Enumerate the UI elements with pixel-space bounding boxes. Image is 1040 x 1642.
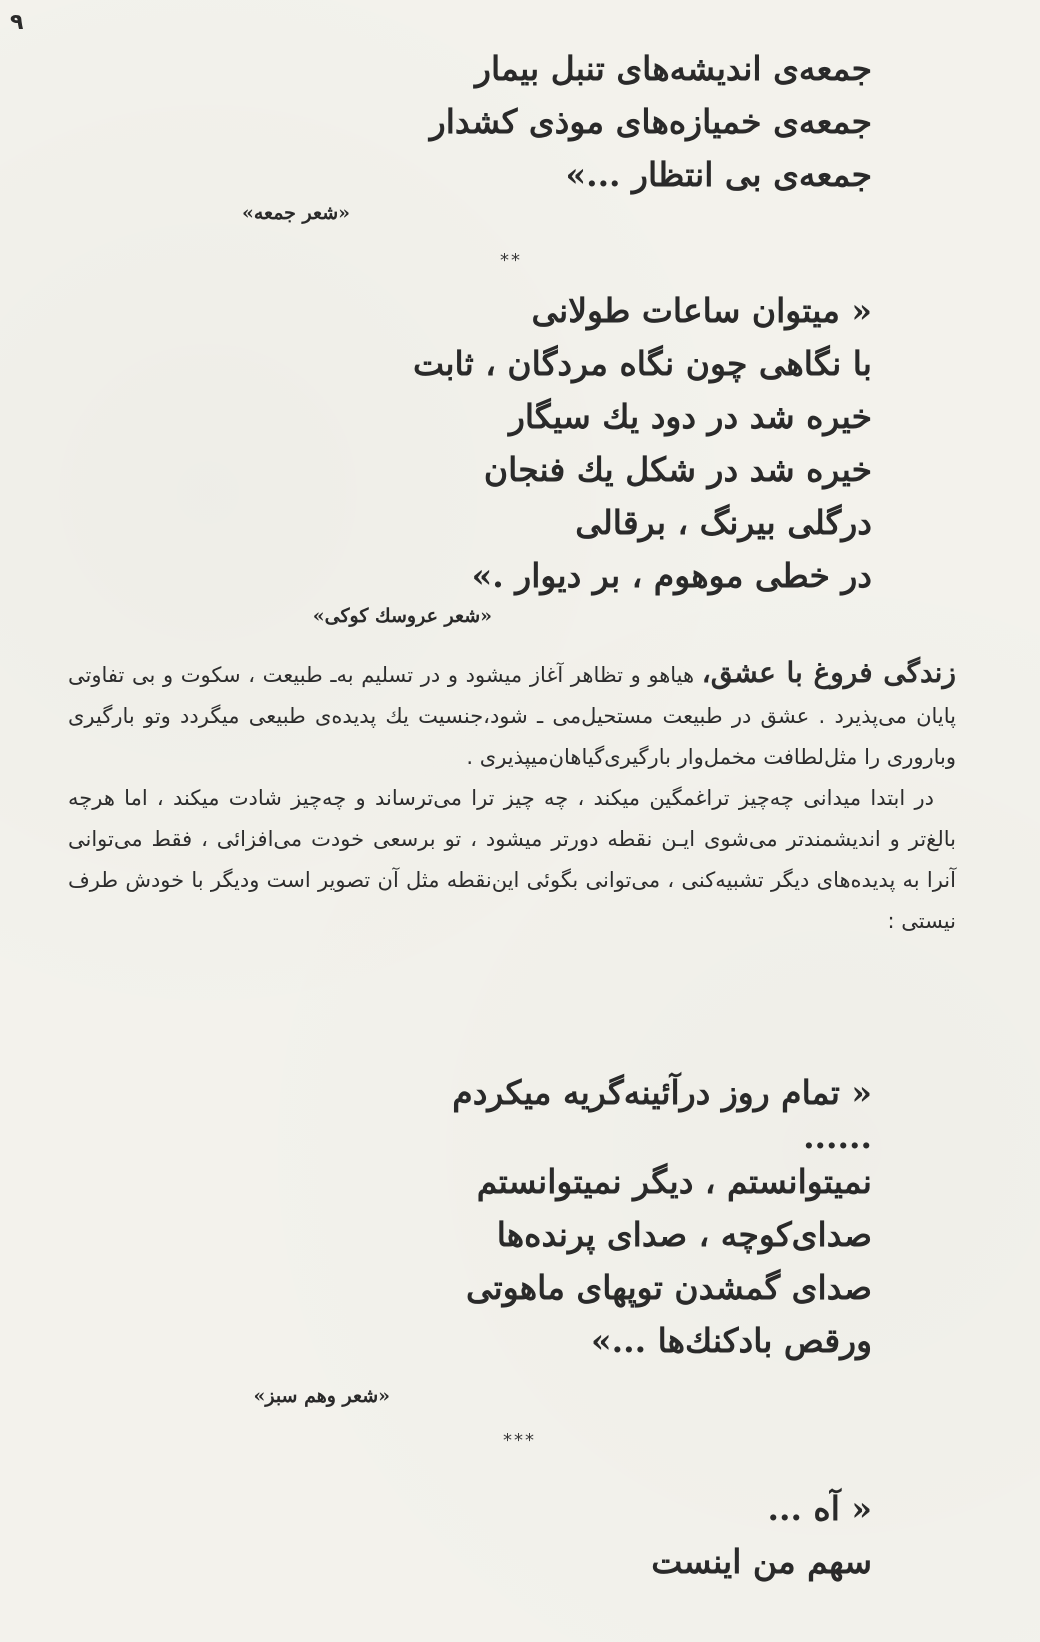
prose-paragraph: در ابتدا میدانی چه‌چیز تراغمگین میکند ، چه چیز ترا می‌ترساند و چه‌چیز شادت میکند ، اما هرچه بالغ‌تر و اندیشمندتر می‌شوی ایـن نقطه دورتر میشود ، تو برسعی خودت می‌افزائی ، فقط می‌توانی آنرا به پدیده‌های دیگر تشبیه‌کنی ، می‌توانی بگوئی این‌نقطه مثل آن تصویر است ودیگر با خودش طرف نیستی : xyxy=(68,786,956,933)
section-separator: ** xyxy=(500,250,522,271)
section-separator: *** xyxy=(503,1430,536,1451)
prose-paragraph xyxy=(68,652,956,778)
poem-green xyxy=(452,1066,872,1367)
verse-line: جمعه‌ی اندیشه‌های تنبل بیمار xyxy=(475,49,872,88)
poem-doll xyxy=(413,284,872,602)
verse-line: « میتوان ساعات طولانی xyxy=(531,291,872,330)
citation-friday: «شعر جمعه» xyxy=(241,202,350,224)
verse-line: نمیتوانستم ، دیگر نمیتوانستم xyxy=(476,1162,872,1201)
poem-share xyxy=(651,1482,872,1588)
verse-line: ورقص بادکنك‌ها ...» xyxy=(590,1321,872,1360)
prose-body xyxy=(68,652,956,942)
verse-line: جمعه‌ی خمیازه‌های موذی کشدار xyxy=(429,102,872,141)
verse-line: جمعه‌ی بی انتظار ...» xyxy=(565,155,872,194)
verse-line: « تمام روز درآئینه‌گریه میکردم xyxy=(452,1073,872,1112)
verse-ellipsis: ...... xyxy=(803,1117,872,1156)
citation-green: «شعر وهم سبز» xyxy=(253,1385,390,1407)
verse-line: خیره شد در شکل یك فنجان xyxy=(483,450,872,489)
poem-friday xyxy=(430,42,872,201)
verse-line: خیره شد در دود یك سیگار xyxy=(508,397,872,436)
verse-line: صدای گمشدن توپهای ماهوتی xyxy=(466,1268,872,1307)
verse-line: « آه ... xyxy=(767,1489,872,1528)
prose-text: هیاهو و تظاهر آغاز میشود و در تسلیم به‌ـ طبیعت ، سکوت و بی تفاوتی پایان می‌پذیرد . عشق در طبیعت مستحیل‌می ـ شود،جنسیت یك پدیده‌ی طبیعی میگردد وتو بارگیری وباروری را مثل‌لطافت مخمل‌وار بارگیری‌گیاهان‌میپذیری . xyxy=(68,663,956,769)
verse-line: درگلی بیرنگ ، برقالی xyxy=(575,503,872,542)
page-number: ۹ xyxy=(10,10,24,35)
verse-line: در خطی موهوم ، بر دیوار .» xyxy=(471,556,872,595)
verse-line: صدای‌کوچه ، صدای پرنده‌ها xyxy=(496,1215,872,1254)
verse-line: سهم من اینست xyxy=(651,1542,872,1581)
citation-doll: «شعر عروسك کوکی» xyxy=(312,605,492,627)
prose-lead: زندگی فروغ با عشق، xyxy=(701,656,956,689)
verse-line: با نگاهی چون نگاه مردگان ، ثابت xyxy=(412,344,872,383)
